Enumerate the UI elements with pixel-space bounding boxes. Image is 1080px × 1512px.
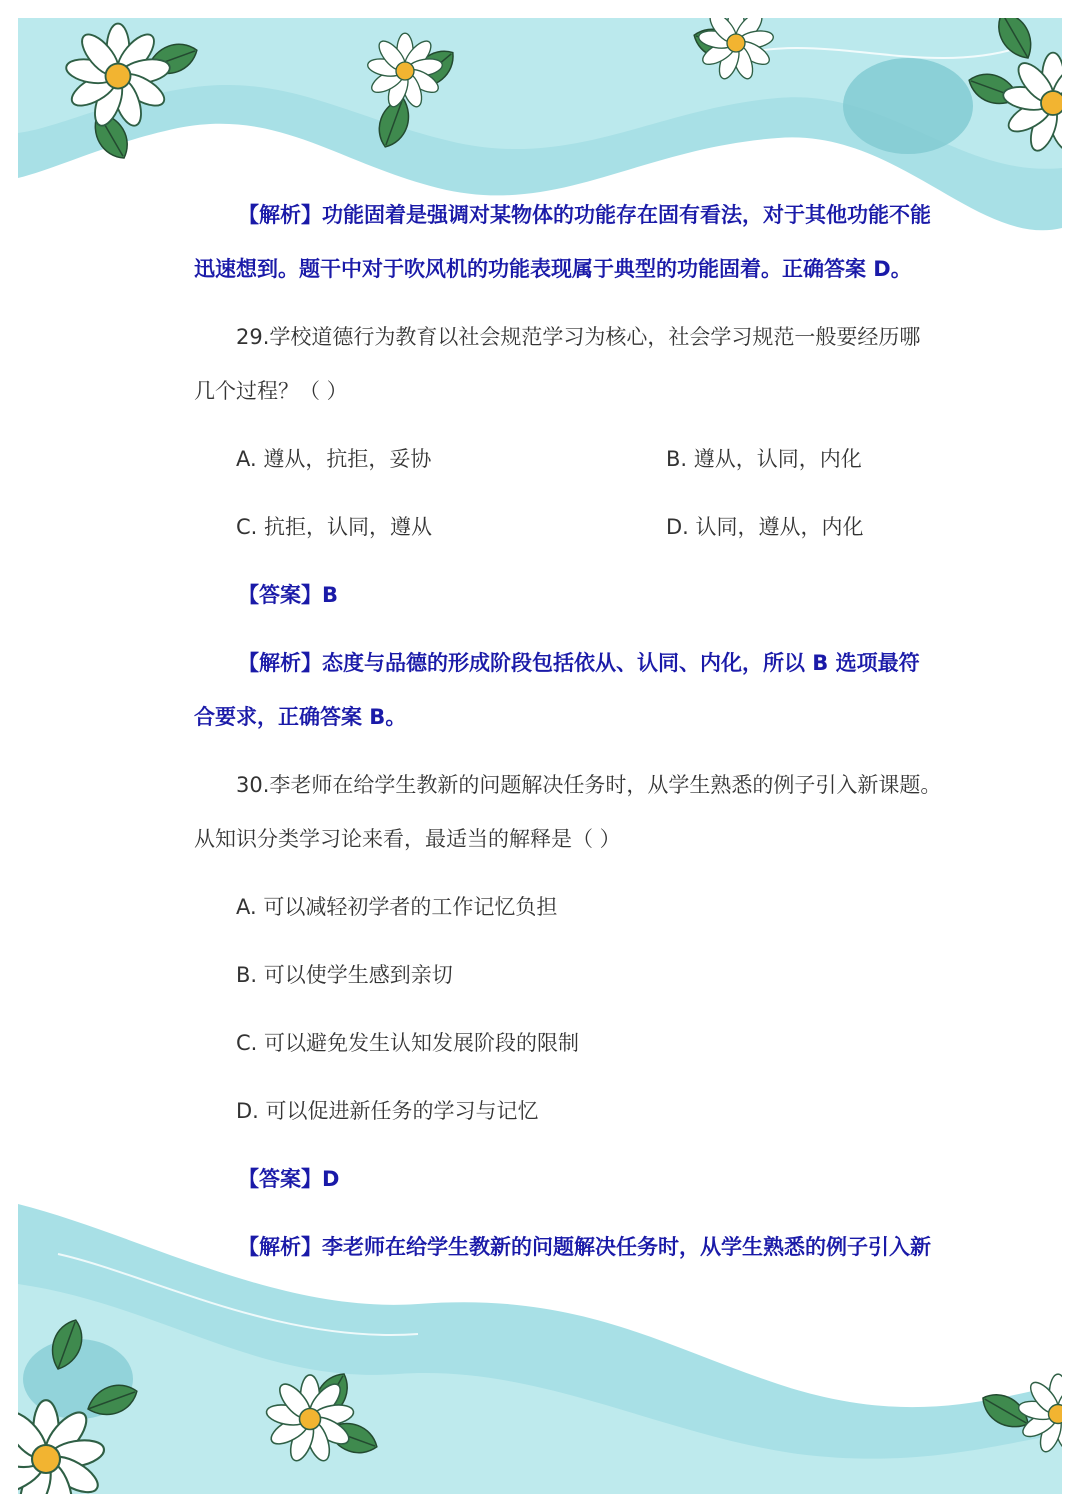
q29-answer: 【答案】B <box>238 583 339 607</box>
prev-analysis-line-1: 【解析】功能固着是强调对某物体的功能存在固有看法，对于其他功能不能 <box>238 203 931 227</box>
q30-stem-line-1: 30.李老师在给学生教新的问题解决任务时，从学生熟悉的例子引入新课题。 <box>236 773 942 797</box>
q29-option-d: D. 认同，遵从，内化 <box>666 515 864 539</box>
q29-stem-line-2: 几个过程？（ ） <box>194 379 348 403</box>
q29-stem-line-1: 29.学校道德行为教育以社会规范学习为核心，社会学习规范一般要经历哪 <box>236 325 921 349</box>
prev-analysis-line-2: 迅速想到。题干中对于吹风机的功能表现属于典型的功能固着。正确答案 D。 <box>194 257 912 281</box>
q30-stem-line-2: 从知识分类学习论来看，最适当的解释是（ ） <box>194 827 621 851</box>
q30-analysis-line-1: 【解析】李老师在给学生教新的问题解决任务时，从学生熟悉的例子引入新 <box>238 1235 931 1259</box>
q30-answer: 【答案】D <box>238 1167 340 1191</box>
q29-option-a: A. 遵从，抗拒，妥协 <box>236 447 432 471</box>
q30-option-a: A. 可以减轻初学者的工作记忆负担 <box>236 895 558 919</box>
q30-option-c: C. 可以避免发生认知发展阶段的限制 <box>236 1031 580 1055</box>
q29-analysis-line-2: 合要求，正确答案 B。 <box>194 705 407 729</box>
q30-option-d: D. 可以促进新任务的学习与记忆 <box>236 1099 539 1123</box>
q30-option-b: B. 可以使学生感到亲切 <box>236 963 453 987</box>
page-frame <box>18 18 1062 1494</box>
q29-analysis-line-1: 【解析】态度与品德的形成阶段包括依从、认同、内化，所以 B 选项最符 <box>238 651 920 675</box>
q29-option-b: B. 遵从，认同，内化 <box>666 447 862 471</box>
q29-option-c: C. 抗拒，认同，遵从 <box>236 515 433 539</box>
